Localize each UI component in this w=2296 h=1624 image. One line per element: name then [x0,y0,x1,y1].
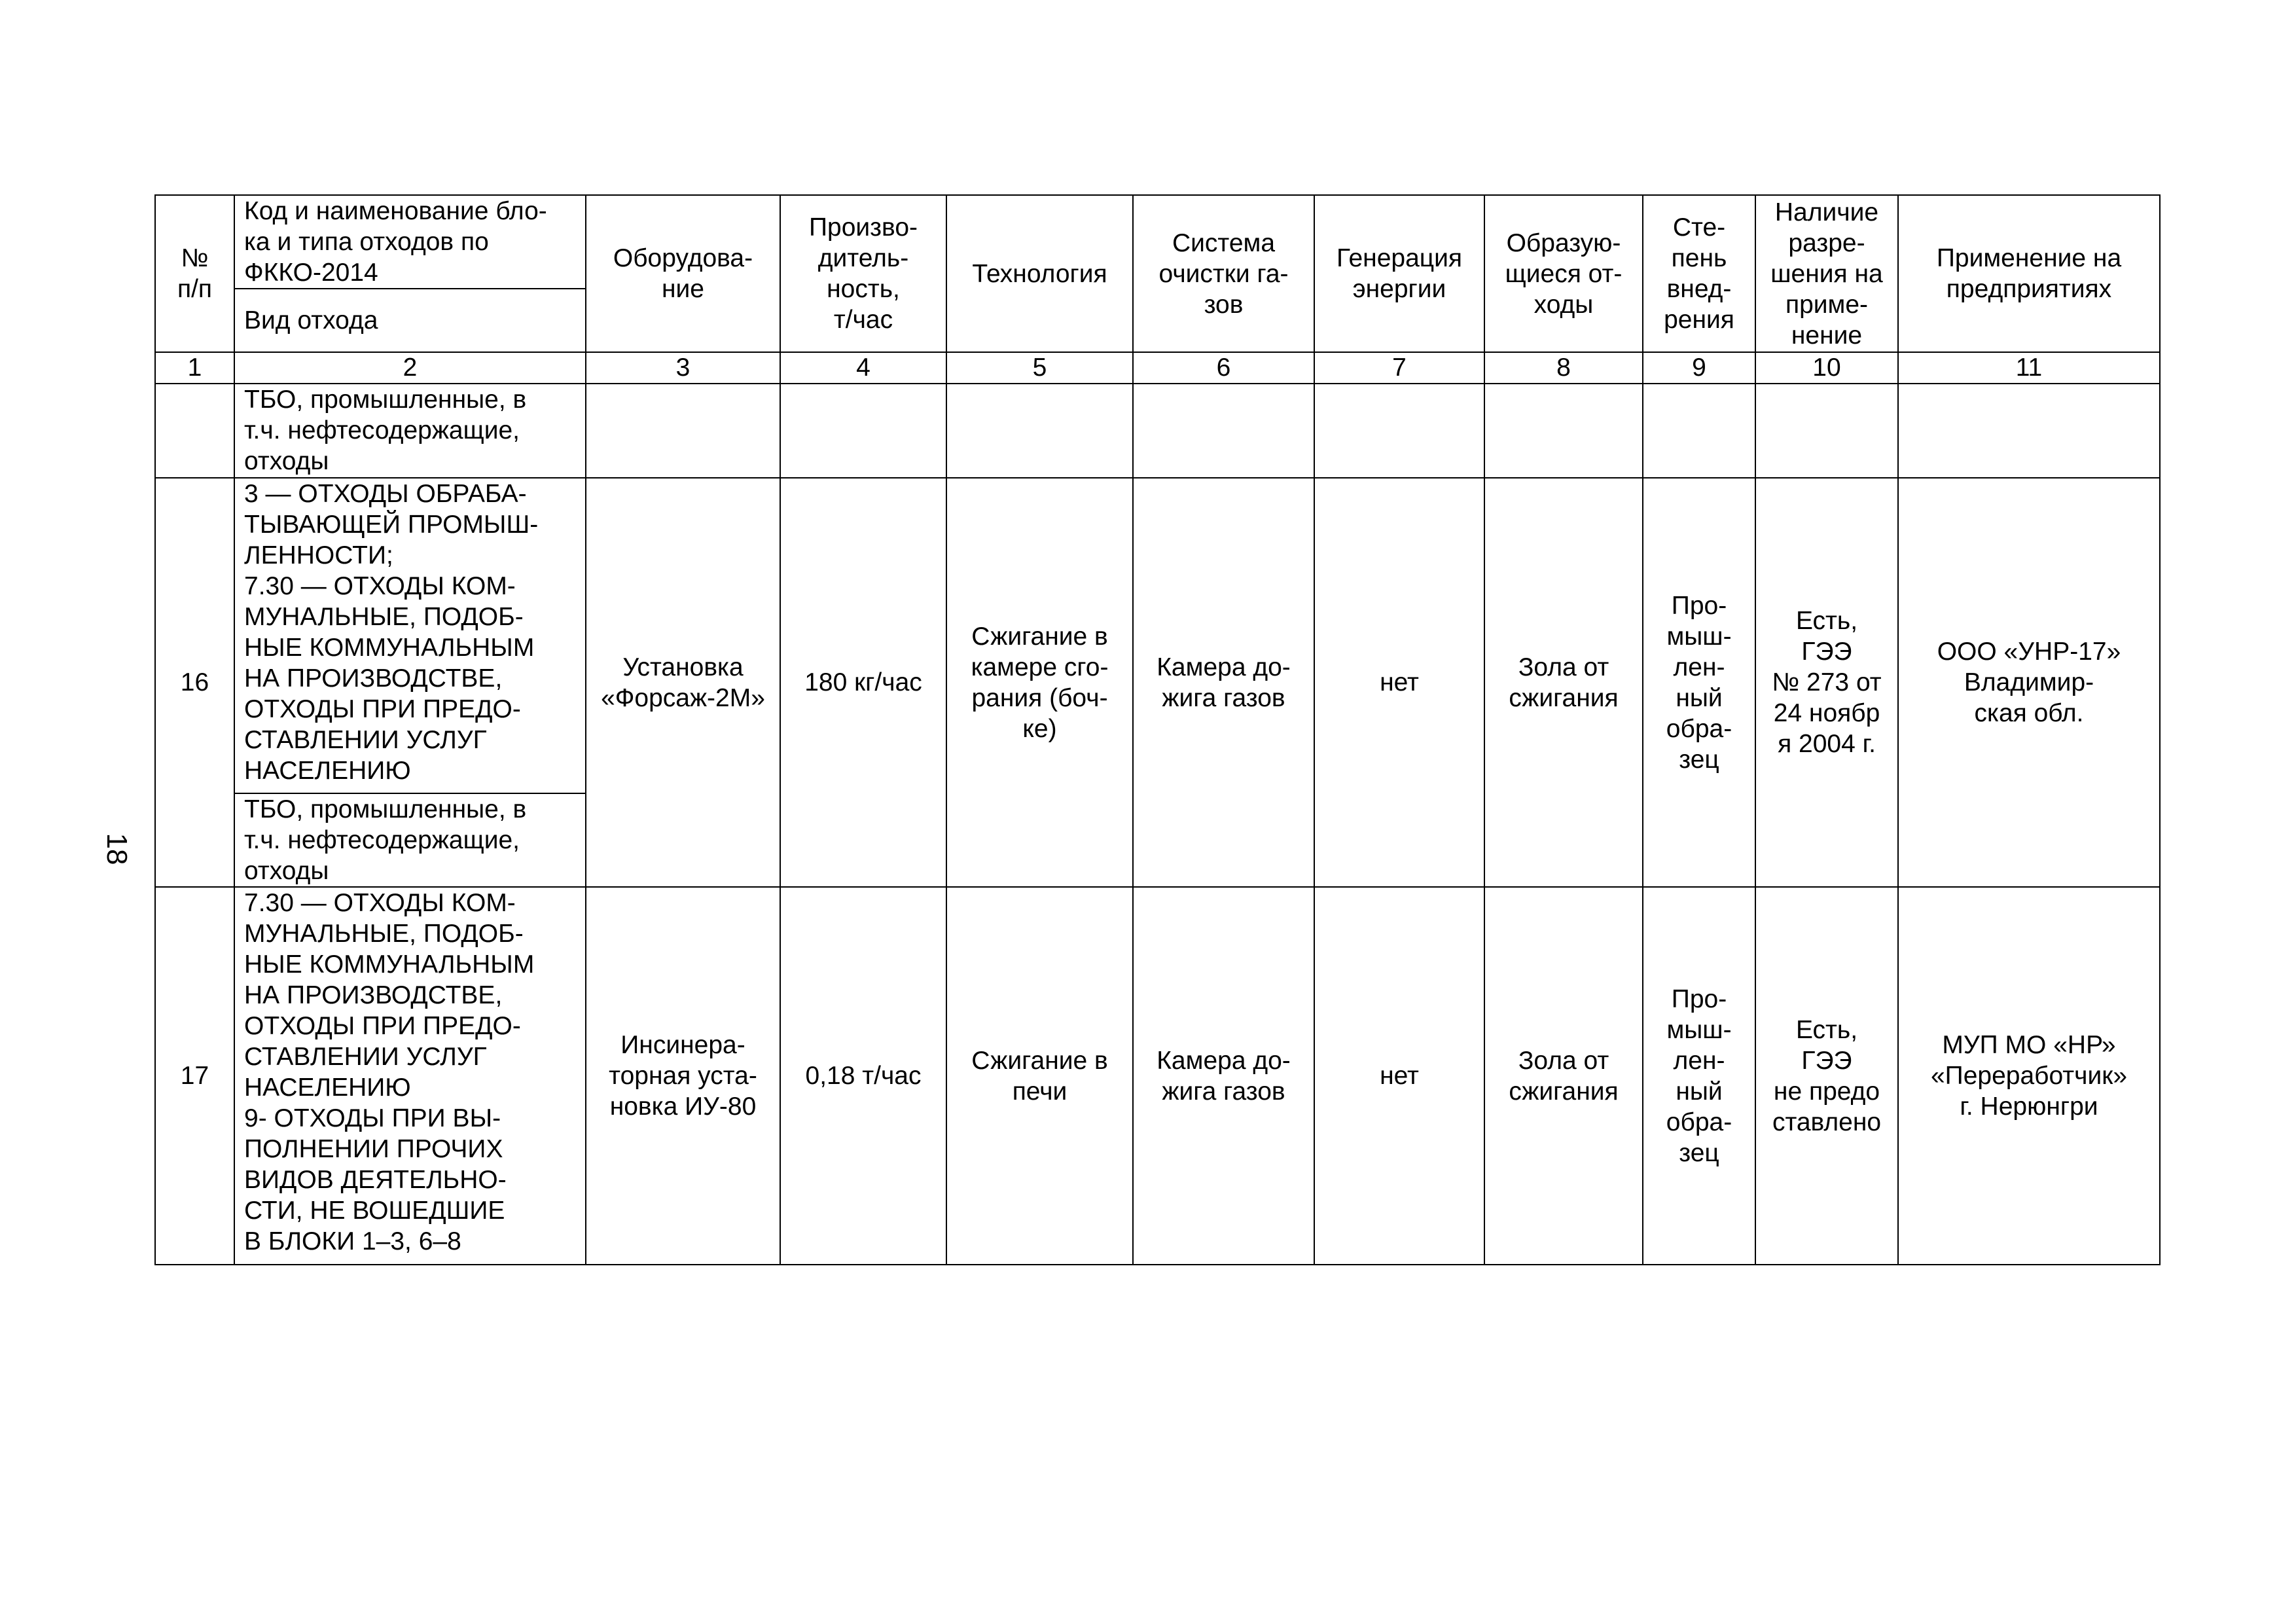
header-permit: Наличие разре- шения на приме- нение [1755,195,1898,352]
cell-technology: Сжигание в камере сго- рания (боч- ке) [946,478,1133,887]
cell-equipment: Установка «Форсаж-2М» [586,478,780,887]
header-row [155,195,2160,289]
cell-capacity: 180 кг/час [780,478,946,887]
cell-empty [1484,384,1643,478]
header-stage: Сте- пень внед- рения [1643,195,1755,352]
cell-waste-formed: Зола от сжигания [1484,478,1643,887]
page-number: 18 [101,833,133,865]
column-number: 5 [946,352,1133,384]
cell-empty [1314,384,1484,478]
cell-num: 16 [155,478,234,887]
header-energy: Генерация энергии [1314,195,1484,352]
cell-num: 17 [155,887,234,1265]
column-number: 10 [1755,352,1898,384]
header-capacity: Произво- дитель- ность, т/час [780,195,946,352]
cell-energy: нет [1314,887,1484,1265]
cell-empty [1755,384,1898,478]
header-num: № п/п [155,195,234,352]
cell-application: ООО «УНР-17» Владимир- ская обл. [1898,478,2160,887]
column-number: 6 [1133,352,1314,384]
header-application: Применение на предприятиях [1898,195,2160,352]
column-number: 2 [234,352,586,384]
cell-code-name: 3 — ОТХОДЫ ОБРАБА- ТЫВАЮЩЕЙ ПРОМЫШ- ЛЕННОСТИ; 7.30 — ОТХОДЫ КОМ- МУНАЛЬНЫЕ, ПОДОБ- НЫЕ КОММУНАЛЬНЫМ НА ПРОИЗВОДСТВЕ, ОТХОДЫ ПРИ ПРЕДО- СТАВЛЕНИИ УСЛУГ НАСЕЛЕНИЮ [234,478,586,793]
column-number: 8 [1484,352,1643,384]
header-equipment: Оборудова- ние [586,195,780,352]
cell-equipment: Инсинера- торная уста- новка ИУ-80 [586,887,780,1265]
column-number: 7 [1314,352,1484,384]
table-row-continuation [155,384,2160,478]
header-waste-formed: Образую- щиеся от- ходы [1484,195,1643,352]
column-numbers-row [155,352,2160,384]
cell-gas-cleaning: Камера до- жига газов [1133,887,1314,1265]
cell-stage: Про- мыш- лен- ный обра- зец [1643,887,1755,1265]
header-gas-cleaning: Система очистки га- зов [1133,195,1314,352]
cell-technology: Сжигание в печи [946,887,1133,1265]
table-row [155,887,2160,1265]
cell-application: МУП МО «НР» «Переработчик» г. Нерюнгри [1898,887,2160,1265]
table-row [155,478,2160,793]
header-waste-type: Вид отхода [234,289,586,352]
cell-empty [155,384,234,478]
cell-empty [780,384,946,478]
column-number: 1 [155,352,234,384]
cell-empty [586,384,780,478]
cell-energy: нет [1314,478,1484,887]
column-number: 11 [1898,352,2160,384]
cell-permit: Есть, ГЭЭ не предо ставлено [1755,887,1898,1265]
cell-capacity: 0,18 т/час [780,887,946,1265]
cell-empty [1133,384,1314,478]
column-number: 3 [586,352,780,384]
cell-code-name: 7.30 — ОТХОДЫ КОМ- МУНАЛЬНЫЕ, ПОДОБ- НЫЕ КОММУНАЛЬНЫМ НА ПРОИЗВОДСТВЕ, ОТХОДЫ ПРИ ПРЕДО- СТАВЛЕНИИ УСЛУГ НАСЕЛЕНИЮ 9- ОТХОДЫ ПРИ ВЫ- ПОЛНЕНИИ ПРОЧИХ ВИДОВ ДЕЯТЕЛЬНО- СТИ, НЕ ВОШЕДШИЕ В БЛОКИ 1–3, 6–8 [234,887,586,1265]
header-code-name: Код и наименование бло- ка и типа отходов по ФККО-2014 [234,195,586,289]
cell-empty [946,384,1133,478]
cell-empty [1898,384,2160,478]
cell-waste-formed: Зола от сжигания [1484,887,1643,1265]
waste-equipment-table [154,194,2161,1265]
column-number: 4 [780,352,946,384]
header-technology: Технология [946,195,1133,352]
cell-waste-type: ТБО, промышленные, в т.ч. нефтесодержащие, отходы [234,793,586,887]
cell-stage: Про- мыш- лен- ный обра- зец [1643,478,1755,887]
column-number: 9 [1643,352,1755,384]
cell-empty [1643,384,1755,478]
cell-permit: Есть, ГЭЭ № 273 от 24 ноябр я 2004 г. [1755,478,1898,887]
cell-waste-type: ТБО, промышленные, в т.ч. нефтесодержащие, отходы [234,384,586,478]
cell-gas-cleaning: Камера до- жига газов [1133,478,1314,887]
